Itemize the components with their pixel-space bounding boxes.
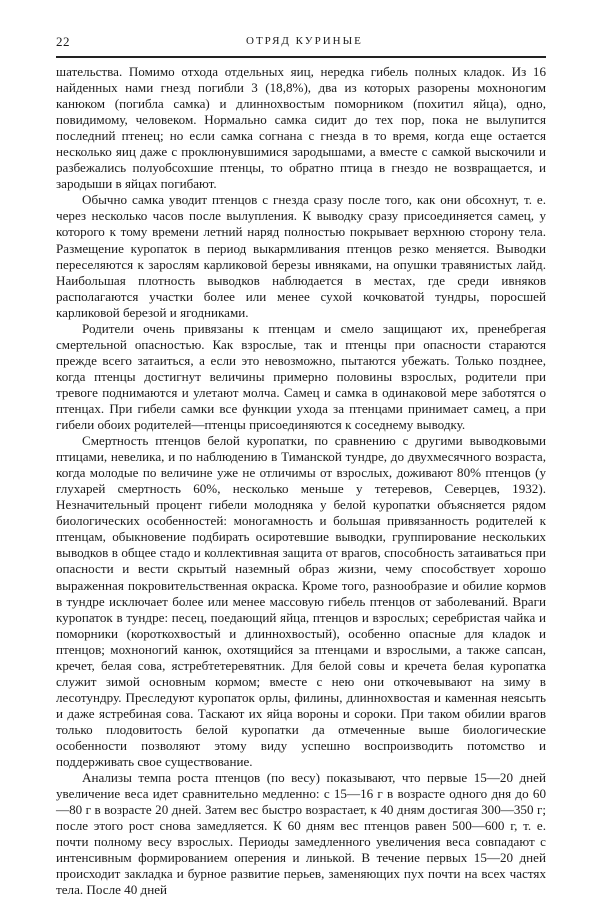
running-head: ОТРЯД КУРИНЫЕ [246,35,363,47]
paragraph-growth-rate: Анализы темпа роста птенцов (по весу) показывают, что первые 15—20 дней увеличение веса идет сравнительно медленно: с 15—16 г в возрасте одного дня до 60—80 г в возрасте 20 дней. Затем вес быстро возрастает, к 40 дням достигая 300—350 г; после этого рост снова замедляется. К 60 дням вес птенцов равен 500—600 г, т. е. почти полному весу взрослых. Периоды замедленного увеличения веса совпадают с интенсивным формированием оперения и линькой. В течение первых 15—20 дней происходит закладка и бурное развитие перьев, заменяющих пух почти на всех частях тела. После 40 дней [56,770,546,898]
page-header [56,34,546,52]
page-number: 22 [56,34,70,49]
paragraph-brood-departure: Обычно самка уводит птенцов с гнезда сразу после того, как они обсохнут, т. е. через несколько часов после вылупления. К выводку сразу присоединяется самец, у которого к тому времени летний наряд полностью покрывает верхнюю сторону тела. Размещение куропаток в период выкармливания птенцов резко меняется. Выводки переселяются к зарослям карликовой березы ивняками, на опушки травянистых лайд. Наибольшая плотность выводков наблюдается в местах, где среди ивняков располагаются участки более или менее сухой кочковатой тундры, поросшей карликовой березой и ягодниками. [56,192,546,320]
paragraph-chick-mortality: Смертность птенцов белой куропатки, по сравнению с другими выводковыми птицами, невелика, и по наблюдению в Тиманской тундре, до двухмесячного возраста, когда молодые по величине уже не отличимы от взрослых, доживают 80% птенцов (у глухарей смертность 60%, несколько меньше у тетеревов, Северцев, 1932). Незначительный процент гибели молодняка у белой куропатки объясняется рядом биологических особенностей: моногамность и большая привязанность родителей к птенцам, обыкновение подбирать осиротевшие выводки, группирование нескольких выводков в общее стадо и коллективная защита от врагов, способность затаиваться при опасности и вести скрытый наземный образ жизни, чему способствует хорошо выраженная покровительственная окраска. Кроме того, разнообразие и обилие кормов в тундре исключает более или менее массовую гибель птенцов от заболеваний. Враги куропаток в тундре: песец, поедающий яйца, птенцов и взрослых; серебристая чайка и поморники (короткохвостый и длиннохвостый), особенно опасные для кладок и птенцов; мохноногий канюк, охотящийся за птенцами и взрослыми, а также сапсан, кречет, белая сова, ястребтетеревятник. Для белой совы и кречета белая куропатка служит зимой основным кормом; вместе с нею они откочевывают на зиму в лесотундру. Преследуют куропаток орлы, филины, длиннохвостая и каменная неясыть и даже ястребиная сова. Таскают их яйца вороны и сороки. При таком обилии врагов только плодовитость белой куропатки да отмеченные выше биологические особенности позволяют этому виду успешно воспроизводить потомство и поддерживать свое существование. [56,433,546,770]
header-rule [56,56,546,58]
paragraph-parental-care: Родители очень привязаны к птенцам и смело защищают их, пренебрегая смертельной опасностью. Как взрослые, так и птенцы при опасности стараются прежде всего затаиться, а если это невозможно, пытаются убежать. Только позднее, когда птенцы достигнут величины примерно половины взрослых, родители при тревоге поднимаются и улетают молча. Самец и самка в одинаковой мере заботятся о птенцах. При гибели самки все функции ухода за птенцами принимает самец, а при гибели обоих родителей—птенцы присоединяются к соседнему выводку. [56,320,546,433]
body-text [56,64,546,898]
paragraph-continued: шательства. Помимо отхода отдельных яиц, нередка гибель полных кладок. Из 16 найденных нами гнезд погибли 3 (18,8%), два из которых разорены мохноногим канюком (погибла самка) и длиннохвостым поморником (похитил яйца), одно, повидимому, человеком. Нормально самка сидит до тех пор, пока не вылупится последний птенец; но если самка согнана с гнезда в то время, когда еще остается несколько яиц даже с проклюнувшимися зародышами, а вместе с самкой выскочили и разбежались полуобсохшие птенцы, то обратно птица в гнездо не возвращается, и зародыши в яйцах погибают. [56,64,546,192]
